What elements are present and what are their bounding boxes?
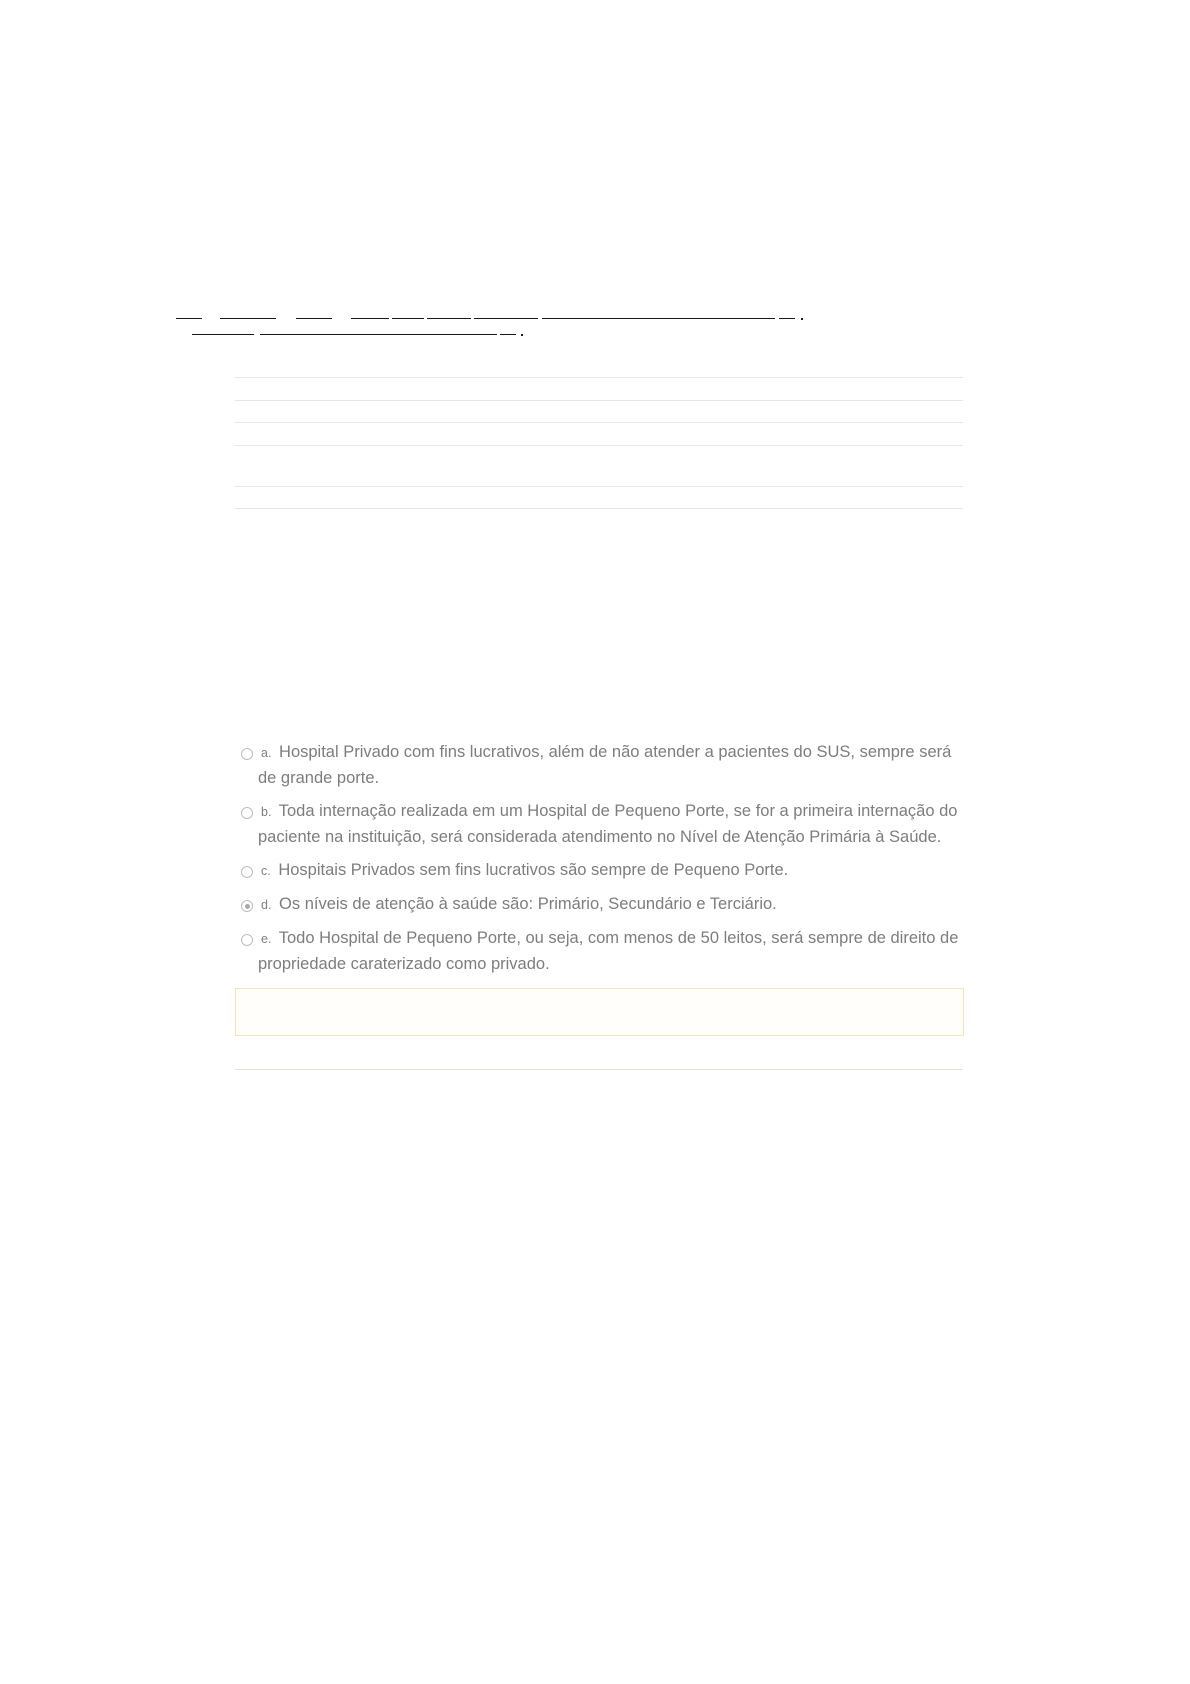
answer-text: Todo Hospital de Pequeno Porte, ou seja, com menos de 50 leitos, será sempre de direito de propriedade caraterizado como privado. <box>258 929 959 973</box>
breadcrumb-link-home[interactable] <box>176 318 202 319</box>
answer-option-c[interactable] <box>235 858 965 884</box>
answer-option-b[interactable] <box>235 799 965 850</box>
radio-button[interactable] <box>241 934 253 946</box>
summary-row <box>235 377 963 400</box>
breadcrumb-link-quiz[interactable] <box>192 334 254 335</box>
answer-letter: a. <box>261 746 272 760</box>
answer-option-d[interactable] <box>235 892 965 918</box>
answer-letter: b. <box>261 805 272 819</box>
breadcrumb-link-attempt[interactable] <box>260 334 497 335</box>
breadcrumb <box>176 306 816 338</box>
summary-row <box>235 445 963 486</box>
feedback-box <box>235 988 964 1036</box>
breadcrumb-link-topic[interactable] <box>474 318 538 319</box>
radio-button[interactable] <box>241 866 253 878</box>
breadcrumb-separator <box>801 318 803 320</box>
answer-text: Hospital Privado com fins lucrativos, além de não atender a pacientes do SUS, sempre será de grande porte. <box>258 743 952 787</box>
breadcrumb-link-unit[interactable] <box>392 318 424 319</box>
breadcrumb-link-review[interactable] <box>500 334 516 335</box>
question-answers <box>235 740 965 985</box>
breadcrumb-link-activity[interactable] <box>542 318 775 319</box>
outcome-divider <box>235 1069 963 1070</box>
breadcrumb-link-course[interactable] <box>351 318 389 319</box>
answer-text: Hospitais Privados sem fins lucrativos são sempre de Pequeno Porte. <box>278 861 789 879</box>
answer-text: Os níveis de atenção à saúde são: Primário, Secundário e Terciário. <box>279 895 777 913</box>
answer-letter: c. <box>261 864 271 878</box>
answer-text: Toda internação realizada em um Hospital de Pequeno Porte, se for a primeira internação do paciente na instituição, será considerada atendimento no Nível de Atenção Primária à Saúde. <box>258 802 958 846</box>
attempt-summary-table <box>235 377 963 509</box>
radio-button[interactable] <box>241 748 253 760</box>
breadcrumb-link-section[interactable] <box>296 318 332 319</box>
breadcrumb-link-page[interactable] <box>779 318 795 319</box>
answer-letter: d. <box>261 898 272 912</box>
radio-button[interactable] <box>241 807 253 819</box>
answer-option-e[interactable] <box>235 926 965 977</box>
summary-row <box>235 422 963 445</box>
answer-letter: e. <box>261 932 272 946</box>
summary-row <box>235 400 963 422</box>
radio-button-selected[interactable] <box>241 900 253 912</box>
breadcrumb-separator <box>521 334 523 336</box>
breadcrumb-link-module[interactable] <box>427 318 471 319</box>
summary-row <box>235 486 963 509</box>
answer-option-a[interactable] <box>235 740 965 791</box>
breadcrumb-link-courses[interactable] <box>220 318 276 319</box>
